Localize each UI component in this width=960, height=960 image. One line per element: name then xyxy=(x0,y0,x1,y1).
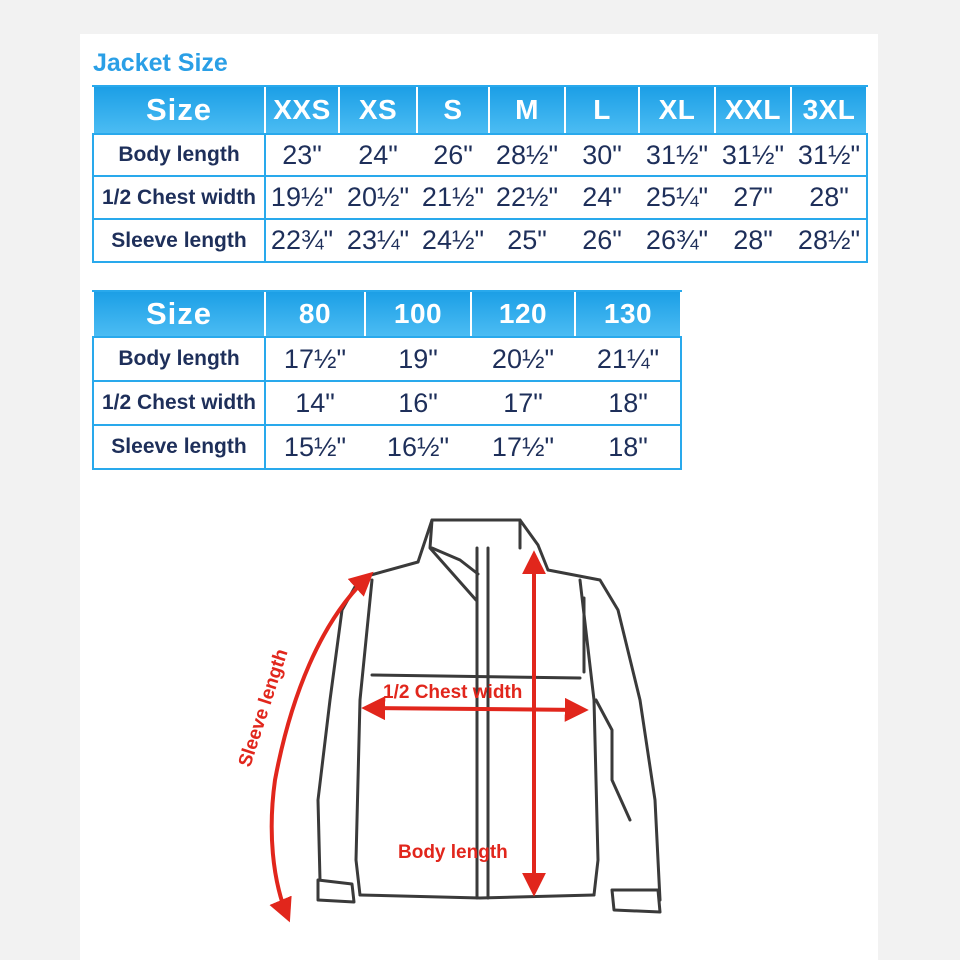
table-cell: 28½" xyxy=(791,219,867,262)
row-label-body-length: Body length xyxy=(93,337,265,381)
table-cell: 17" xyxy=(471,381,575,425)
size-80: 80 xyxy=(265,291,365,337)
table-cell: 19" xyxy=(365,337,471,381)
size-xxl: XXL xyxy=(715,86,791,134)
row-label-sleeve-length: Sleeve length xyxy=(93,219,265,262)
table-cell: 25" xyxy=(489,219,565,262)
table-cell: 27" xyxy=(715,176,791,219)
table-cell: 25¼" xyxy=(639,176,715,219)
size-130: 130 xyxy=(575,291,681,337)
table-cell: 20½" xyxy=(339,176,417,219)
row-label-chest-width: 1/2 Chest width xyxy=(93,381,265,425)
page-title: Jacket Size xyxy=(93,49,228,77)
row-label-body-length: Body length xyxy=(93,134,265,176)
table-cell: 18" xyxy=(575,381,681,425)
size-xs: XS xyxy=(339,86,417,134)
kids-size-header: Size xyxy=(93,291,265,337)
table-cell: 28" xyxy=(715,219,791,262)
adult-size-header: Size xyxy=(93,86,265,134)
size-100: 100 xyxy=(365,291,471,337)
table-cell: 21¼" xyxy=(575,337,681,381)
table-cell: 14" xyxy=(265,381,365,425)
table-cell: 22¾" xyxy=(265,219,339,262)
table-cell: 31½" xyxy=(639,134,715,176)
size-s: S xyxy=(417,86,489,134)
body-length-label: Body length xyxy=(398,842,508,863)
table-cell: 30" xyxy=(565,134,639,176)
table-cell: 24" xyxy=(339,134,417,176)
size-xxs: XXS xyxy=(265,86,339,134)
table-cell: 16½" xyxy=(365,425,471,469)
table-cell: 26¾" xyxy=(639,219,715,262)
table-cell: 23" xyxy=(265,134,339,176)
table-cell: 28½" xyxy=(489,134,565,176)
table-cell: 31½" xyxy=(791,134,867,176)
size-xl: XL xyxy=(639,86,715,134)
table-cell: 17½" xyxy=(265,337,365,381)
table-cell: 16" xyxy=(365,381,471,425)
size-l: L xyxy=(565,86,639,134)
table-cell: 28" xyxy=(791,176,867,219)
size-3xl: 3XL xyxy=(791,86,867,134)
table-cell: 22½" xyxy=(489,176,565,219)
table-cell: 24½" xyxy=(417,219,489,262)
table-cell: 26" xyxy=(417,134,489,176)
table-cell: 26" xyxy=(565,219,639,262)
table-cell: 19½" xyxy=(265,176,339,219)
table-cell: 21½" xyxy=(417,176,489,219)
size-m: M xyxy=(489,86,565,134)
table-cell: 20½" xyxy=(471,337,575,381)
table-cell: 15½" xyxy=(265,425,365,469)
row-label-chest-width: 1/2 Chest width xyxy=(93,176,265,219)
table-cell: 17½" xyxy=(471,425,575,469)
table-cell: 24" xyxy=(565,176,639,219)
chest-width-label: 1/2 Chest width xyxy=(383,682,523,703)
table-cell: 18" xyxy=(575,425,681,469)
size-120: 120 xyxy=(471,291,575,337)
table-cell: 31½" xyxy=(715,134,791,176)
table-cell: 23¼" xyxy=(339,219,417,262)
sleeve-length-label: Sleeve length xyxy=(234,646,293,770)
chest-width-arrow xyxy=(366,708,584,710)
row-label-sleeve-length: Sleeve length xyxy=(93,425,265,469)
